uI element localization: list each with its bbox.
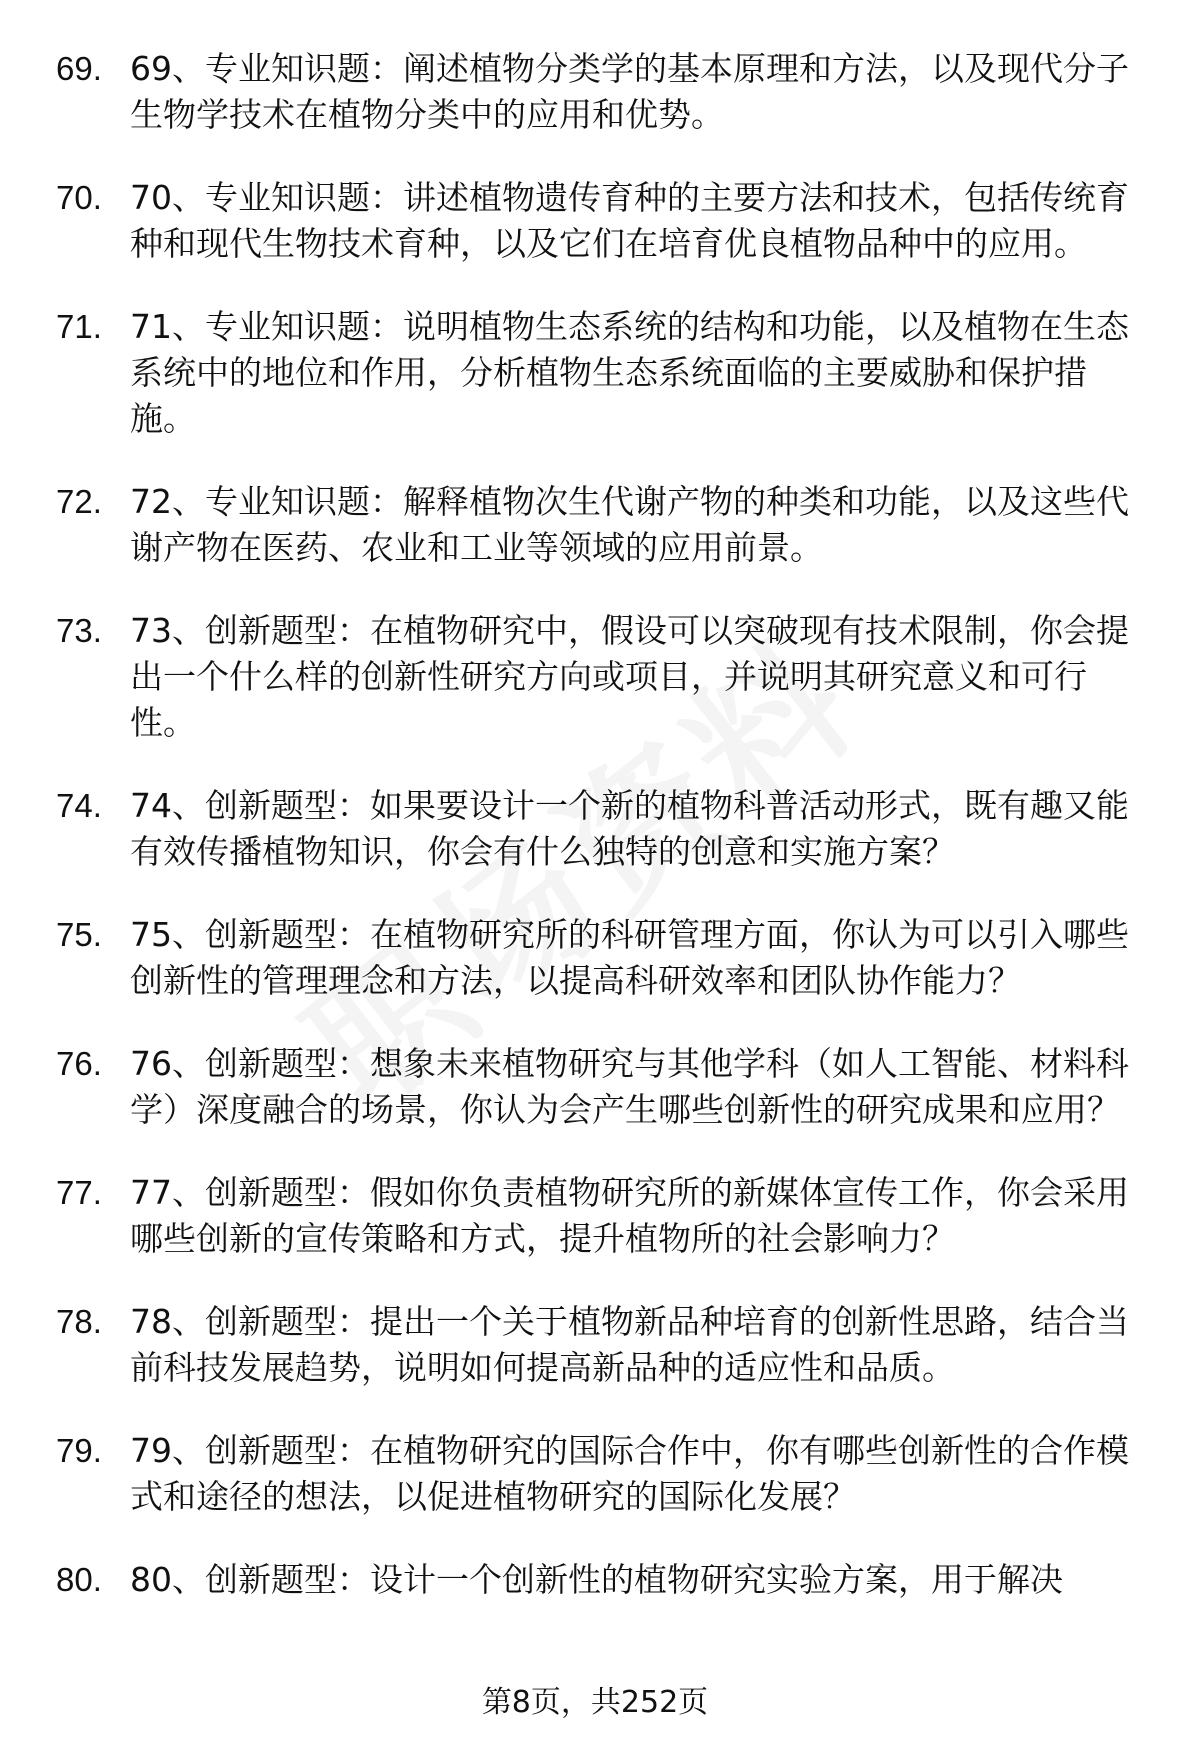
- question-item-80: [0, 1557, 1190, 1603]
- question-number: 72.: [56, 483, 102, 520]
- question-text: 78、创新题型：提出一个关于植物新品种培育的创新性思路，结合当前科技发展趋势，说明如何提高新品种的适应性和品质。: [130, 1302, 1129, 1387]
- question-item-78: [0, 1299, 1190, 1391]
- question-number: 76.: [56, 1045, 102, 1082]
- question-text: 80、创新题型：设计一个创新性的植物研究实验方案，用于解决: [130, 1560, 1063, 1599]
- question-text: 72、专业知识题：解释植物次生代谢产物的种类和功能，以及这些代谢产物在医药、农业和工业等领域的应用前景。: [130, 482, 1129, 567]
- question-item-76: [0, 1041, 1190, 1133]
- question-item-79: [0, 1428, 1190, 1520]
- question-number: 74.: [56, 787, 102, 824]
- question-item-77: [0, 1170, 1190, 1262]
- question-item-72: [0, 479, 1190, 571]
- question-text: 71、专业知识题：说明植物生态系统的结构和功能，以及植物在生态系统中的地位和作用，分析植物生态系统面临的主要威胁和保护措施。: [130, 307, 1129, 438]
- question-text: 70、专业知识题：讲述植物遗传育种的主要方法和技术，包括传统育种和现代生物技术育种，以及它们在培育优良植物品种中的应用。: [130, 178, 1129, 263]
- question-text: 75、创新题型：在植物研究所的科研管理方面，你认为可以引入哪些创新性的管理理念和方法，以提高科研效率和团队协作能力？: [130, 915, 1129, 1000]
- question-item-69: [0, 46, 1190, 138]
- question-number: 79.: [56, 1432, 102, 1469]
- question-number: 78.: [56, 1303, 102, 1340]
- question-number: 80.: [56, 1561, 102, 1598]
- question-list: [0, 46, 1190, 1640]
- question-number: 77.: [56, 1174, 102, 1211]
- question-text: 79、创新题型：在植物研究的国际合作中，你有哪些创新性的合作模式和途径的想法，以促进植物研究的国际化发展？: [130, 1431, 1129, 1516]
- question-item-73: [0, 608, 1190, 746]
- question-text: 76、创新题型：想象未来植物研究与其他学科（如人工智能、材料科学）深度融合的场景，你认为会产生哪些创新性的研究成果和应用？: [130, 1044, 1129, 1129]
- question-item-75: [0, 912, 1190, 1004]
- question-number: 73.: [56, 612, 102, 649]
- question-item-74: [0, 783, 1190, 875]
- question-number: 75.: [56, 916, 102, 953]
- question-number: 69.: [56, 50, 102, 87]
- page-footer: 第8页，共252页: [481, 1685, 709, 1720]
- question-item-71: [0, 304, 1190, 442]
- question-text: 74、创新题型：如果要设计一个新的植物科普活动形式，既有趣又能有效传播植物知识，你会有什么独特的创意和实施方案？: [130, 786, 1129, 871]
- question-text: 69、专业知识题：阐述植物分类学的基本原理和方法，以及现代分子生物学技术在植物分类中的应用和优势。: [130, 49, 1129, 134]
- question-item-70: [0, 175, 1190, 267]
- question-number: 71.: [56, 308, 102, 345]
- question-number: 70.: [56, 179, 102, 216]
- question-text: 77、创新题型：假如你负责植物研究所的新媒体宣传工作，你会采用哪些创新的宣传策略和方式，提升植物所的社会影响力？: [130, 1173, 1129, 1258]
- question-text: 73、创新题型：在植物研究中，假设可以突破现有技术限制，你会提出一个什么样的创新性研究方向或项目，并说明其研究意义和可行性。: [130, 611, 1129, 742]
